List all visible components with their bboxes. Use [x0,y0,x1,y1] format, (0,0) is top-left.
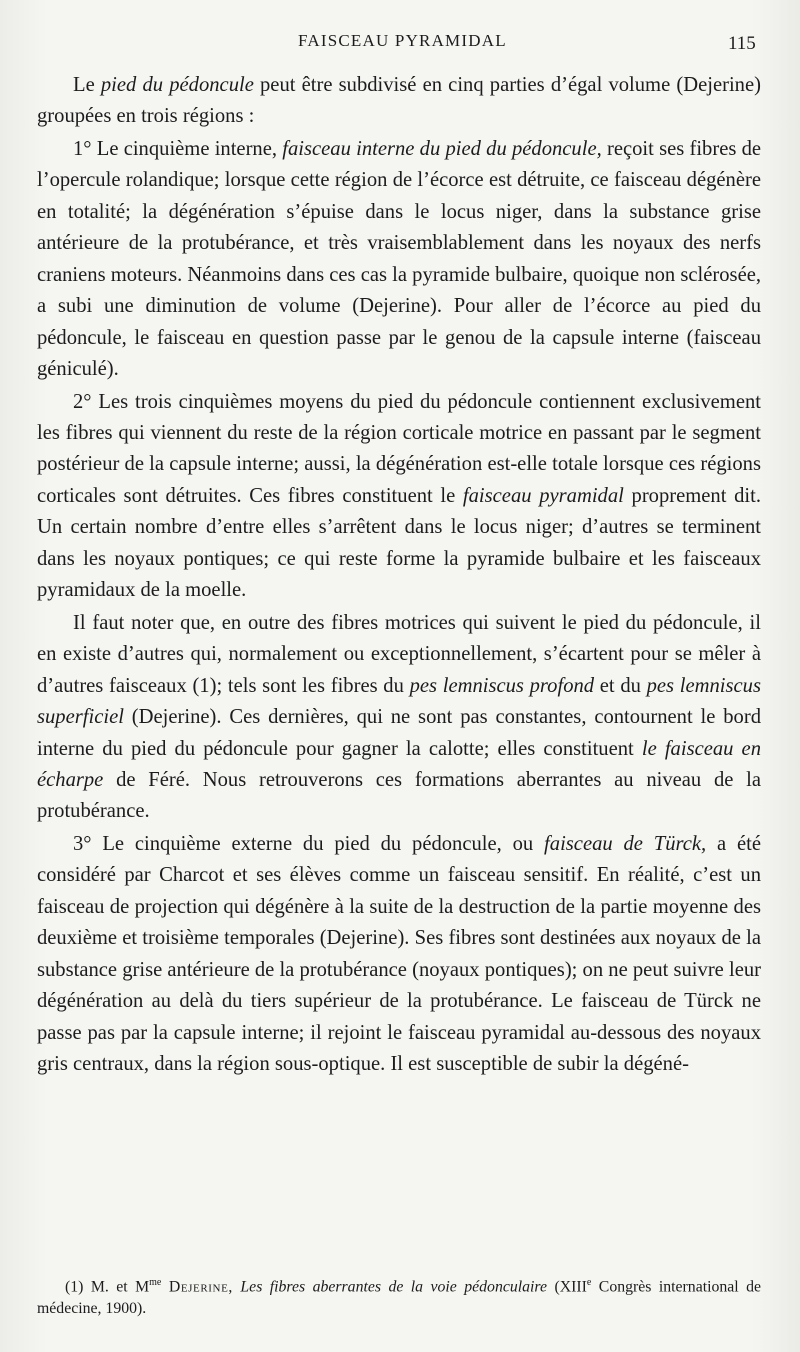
italic-term: faisceau pyramidal [462,484,624,507]
running-head [0,28,800,58]
page-number: 115 [728,33,756,54]
italic-term: le faisceau en écharpe [37,737,761,791]
text-run: reçoit ses fibres de l’opercule rolandique; lorsque cette région de l’écorce est détruite, ce faisceau dégénère en totalité; la dégénération s’épuise dans le locus niger, dans la substance grise antérieure de la protubérance, et très vraisemblablement dans les noyaux des nerfs craniens moteurs. Néanmoins dans ces cas la pyramide bulbaire, quoique non sclérosée, a subi une diminution de volume (Dejerine). Pour aller de l’écorce au pied du pédoncule, le faisceau en question passe par le genou de la capsule interne (faisceau géniculé). [37,137,762,381]
footnote-marker: (1) [65,1278,84,1296]
footnote-authors-sup: me [149,1277,162,1288]
text-run: et du [594,674,647,697]
text-run: de Féré. Nous retrouverons ces formations aberrantes au niveau de la protubérance. [37,768,761,823]
paragraph [37,829,761,1081]
text-run: (Dejerine). Ces dernières, qui ne sont pas constantes, contournent le bord interne du pied du pédoncule pour gagner la calotte; elles constituent [37,706,761,760]
footnote-authors-prefix: M. et M [90,1278,150,1296]
italic-term: faisceau interne du pied du pédoncule, [282,137,602,160]
footnote-1 [37,1272,761,1320]
text-run: Le [73,74,101,96]
italic-term: pes lemniscus profond [409,674,595,697]
text-run: Il faut noter que, en outre des fibres motrices qui suivent le pied du pédoncule, il en existe d’autres qui, normalement ou exceptionnellement, s’écartent pour se mêler à d’autres faisceaux (1); tels sont les fibres du [37,611,761,697]
paragraph [37,608,761,828]
footnote-title: Les fibres aberrantes de la voie pédonculaire [240,1278,548,1296]
text-run: proprement dit. Un certain nombre d’entre elles s’arrêtent dans le locus niger; d’autres se terminent dans les noyaux pontiques; ce qui reste forme la pyramide bulbaire et les faisceaux pyramidaux de la moelle. [37,484,761,602]
text-run: 1° Le cinquième interne, [73,137,283,160]
text-run: peut être subdivisé en cinq parties d’égal volume (Dejerine) groupées en trois régions : [37,74,761,128]
italic-term: pes lemniscus superficiel [37,674,761,729]
footnote-rest-b: Congrès international de médecine, 1900). [37,1278,762,1318]
text-run: 3° Le cinquième externe du pied du pédoncule, ou [73,832,545,855]
text-run: 2° Les trois cinquièmes moyens du pied du pédoncule contiennent exclusivement les fibres qui viennent du reste de la région corticale motrice en passant par le segment postérieur de la capsule interne; aussi, la dégénération est-elle totale lorsque ces régions corticales sont détruites. Ces fibres constituent le [37,390,761,507]
footnote-rest-sup: e [586,1277,592,1288]
text-run: a été considéré par Charcot et ses élèves comme un faisceau sensitif. En réalité, c’est un faisceau de projection qui dégénère à la suite de la destruction de la partie moyenne des deuxième et troisième temporales (Dejerine). Ses fibres sont destinées aux noyaux de la substance grise antérieure de la protubérance (noyaux pontiques); on ne peut suivre leur dégénération au delà du tiers supérieur de la protubérance. Le faisceau de Türck ne passe pas par la capsule interne; il rejoint le faisceau pyramidal au-dessous des noyaux gris centraux, dans la région sous-optique. Il est susceptible de subir la dégéné- [37,832,761,1076]
paragraph [37,134,761,386]
running-title: FAISCEAU PYRAMIDAL [298,31,507,50]
footnote-authors-name: Dejerine, [168,1278,233,1296]
paragraph [37,387,761,607]
body-text [37,70,761,1081]
footnotes [37,1272,761,1320]
italic-term: faisceau de Türck, [544,832,707,855]
italic-term: pied du pédoncule [100,74,254,96]
paragraph [37,70,761,133]
footnote-rest-a: (XIII [547,1278,587,1296]
